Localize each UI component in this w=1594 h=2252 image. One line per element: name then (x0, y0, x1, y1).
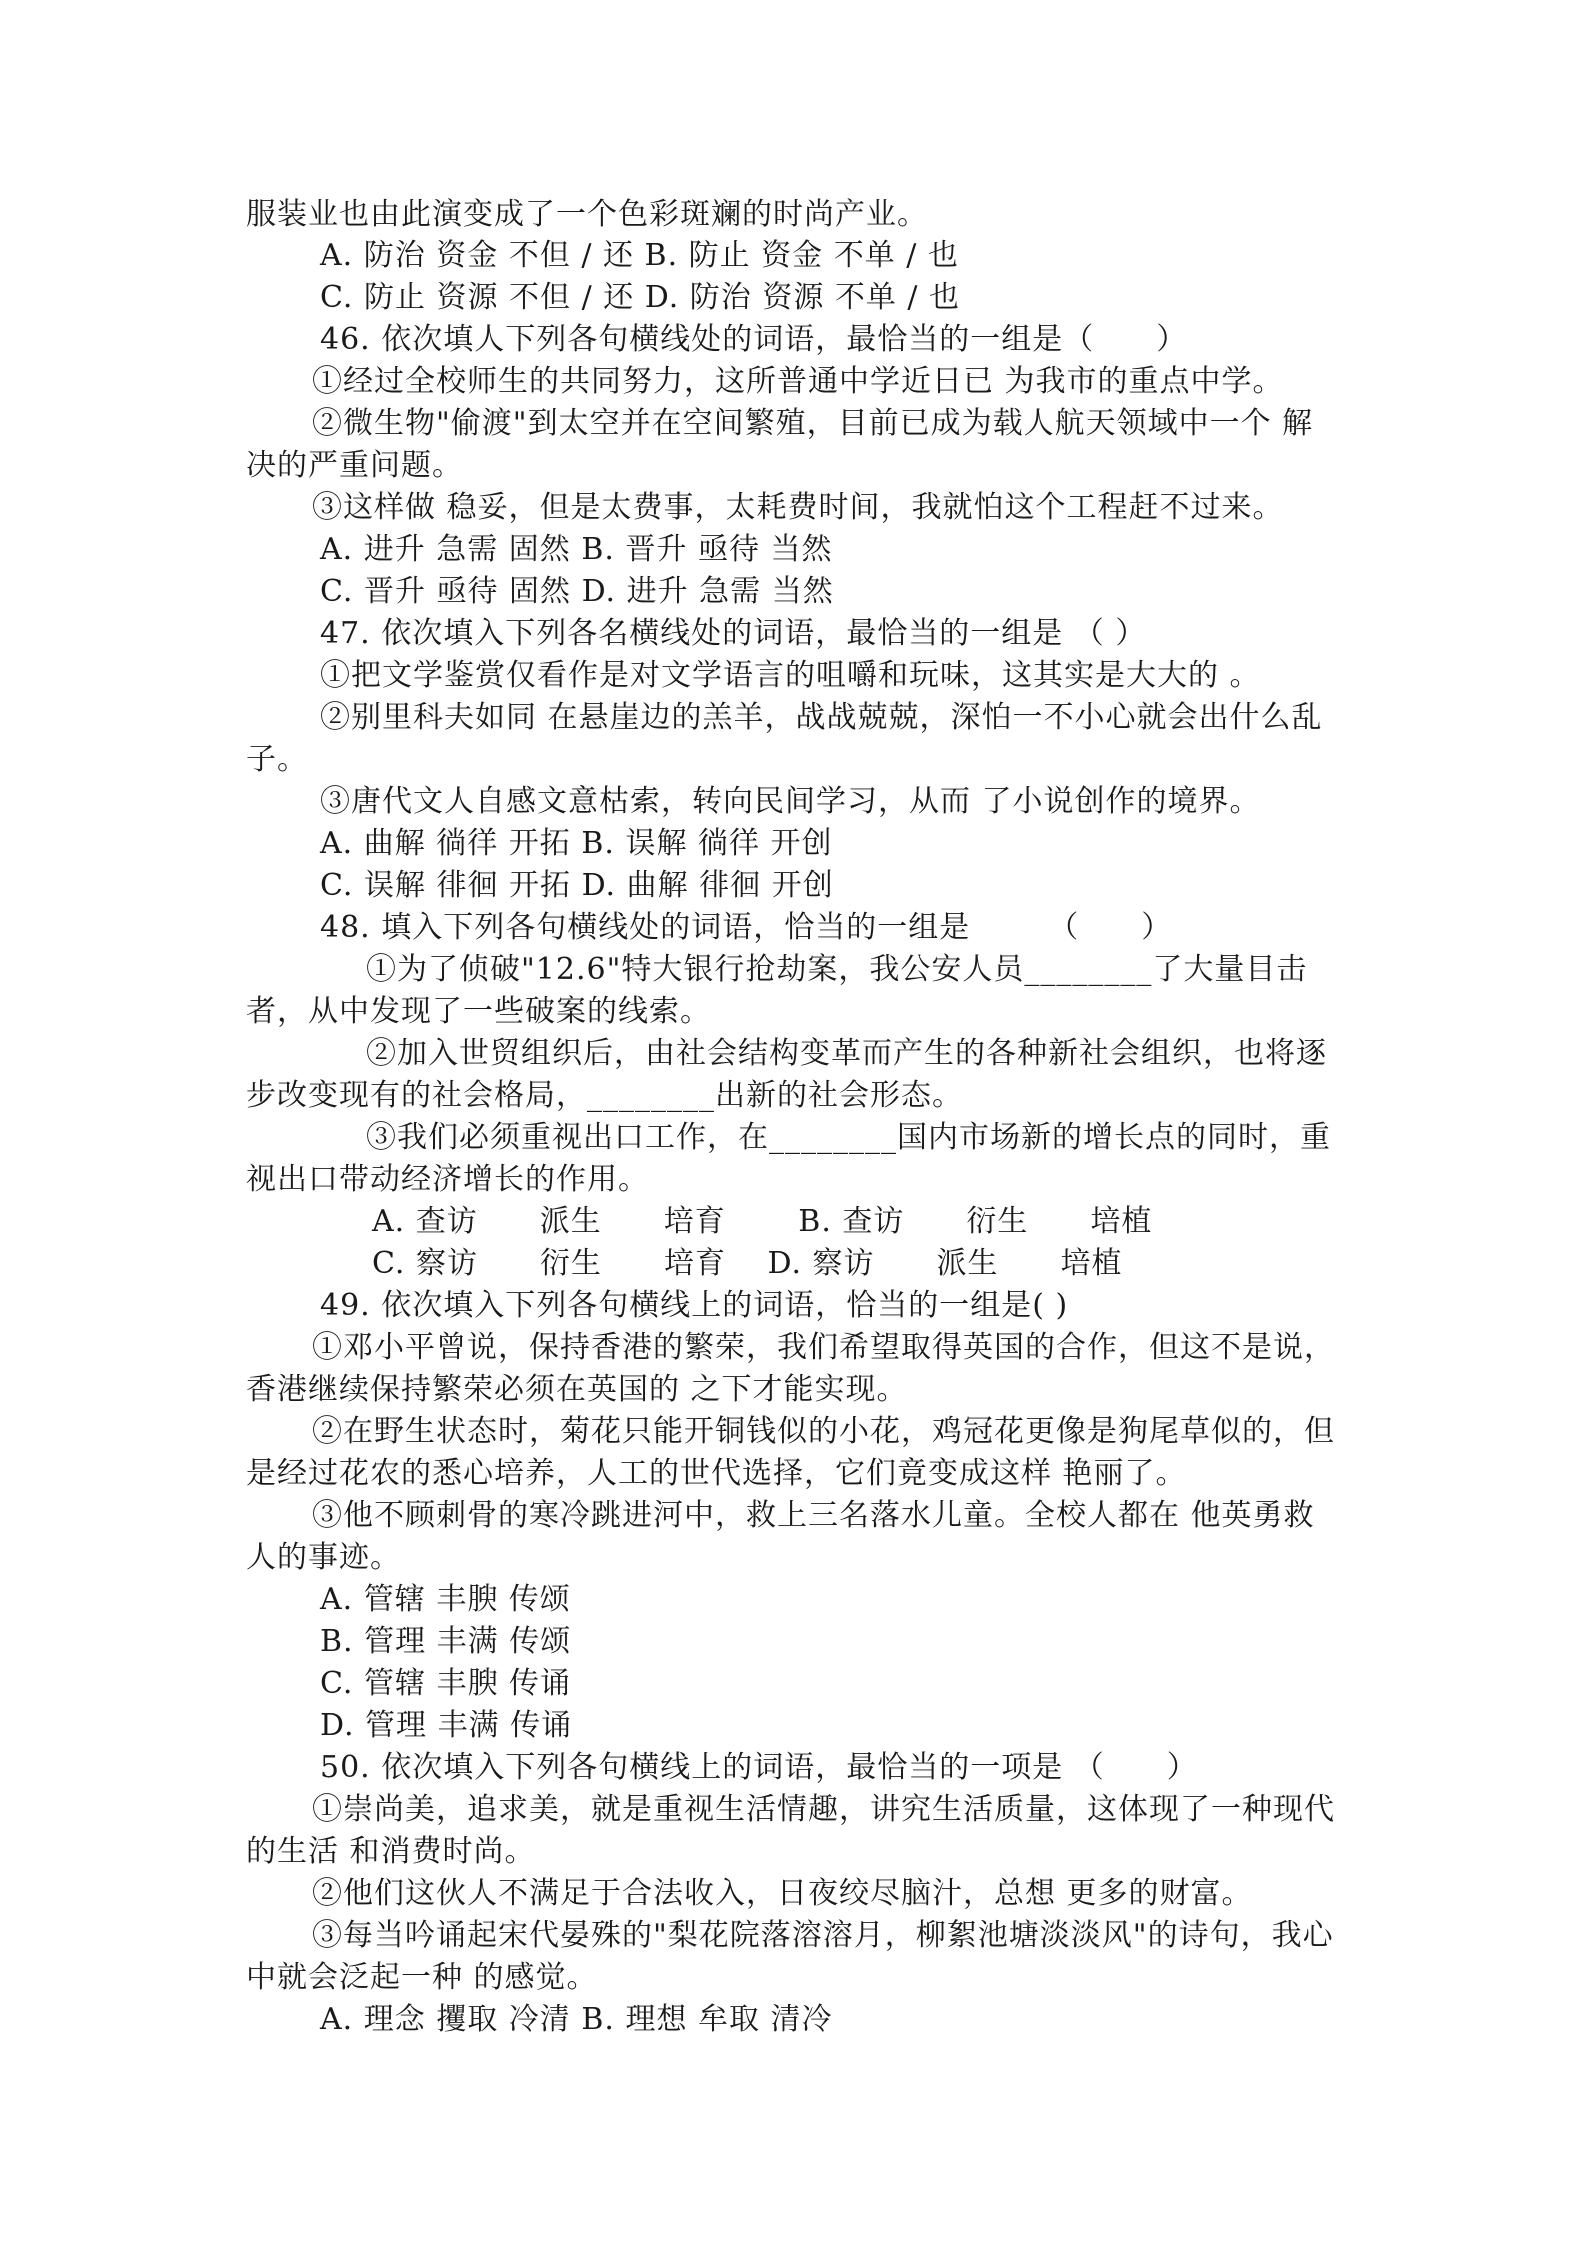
text-line: 是经过花农的悉心培养，人工的世代选择，它们竟变成这样 艳丽了。 (246, 1456, 1187, 1491)
text-line: ②别里科夫如同 在悬崖边的羔羊，战战兢兢，深怕一不小心就会出什么乱 (320, 700, 1323, 735)
text-line: ③他不顾刺骨的寒冷跳进河中，救上三名落水儿童。全校人都在 他英勇救 (312, 1498, 1315, 1533)
text-line: ①为了侦破"12.6"特大银行抢劫案，我公安人员________了大量目击 (366, 952, 1308, 987)
option-line: A. 查访 派生 培育 B. 查访 衍生 培植 (372, 1204, 1153, 1239)
text-line: ①邓小平曾说，保持香港的繁荣，我们希望取得英国的合作，但这不是说， (312, 1330, 1335, 1365)
question-heading: 49. 依次填入下列各句横线上的词语，恰当的一组是( ) (320, 1288, 1069, 1323)
option-line: C. 管辖 丰腴 传诵 (320, 1666, 572, 1701)
text-line: 服装业也由此演变成了一个色彩斑斓的时尚产业。 (246, 197, 928, 232)
text-line: ①崇尚美，追求美，就是重视生活情趣，讲究生活质量，这体现了一种现代 (312, 1792, 1335, 1827)
text-line: 中就会泛起一种 的感觉。 (246, 1960, 598, 1995)
question-heading: 46. 依次填人下列各句横线处的词语，最恰当的一组是（ ） (320, 322, 1188, 357)
text-line: 者，从中发现了一些破案的线索。 (246, 994, 711, 1029)
text-line: 的生活 和消费时尚。 (246, 1834, 536, 1869)
text-line: ③每当吟诵起宋代晏殊的"梨花院落溶溶月，柳絮池塘淡淡风"的诗句，我心 (312, 1918, 1334, 1953)
text-line: ①经过全校师生的共同努力，这所普通中学近日已 为我市的重点中学。 (312, 364, 1284, 399)
text-line: A. 防治 资金 不但 / 还 B. 防止 资金 不单 / 也 (320, 238, 959, 273)
option-line: D. 管理 丰满 传诵 (320, 1708, 573, 1743)
option-line: B. 管理 丰满 传颂 (320, 1624, 572, 1659)
text-line: ①把文学鉴赏仅看作是对文学语言的咀嚼和玩味，这其实是大大的 。 (320, 658, 1261, 693)
text-line: ③唐代文人自感文意枯索，转向民间学习，从而 了小说创作的境界。 (320, 784, 1261, 819)
text-line: ③我们必须重视出口工作，在________国内市场新的增长点的同时，重 (366, 1120, 1331, 1155)
text-line: ②他们这伙人不满足于合法收入，日夜绞尽脑汁，总想 更多的财富。 (312, 1876, 1253, 1911)
option-line: C. 察访 衍生 培育 D. 察访 派生 培植 (372, 1246, 1123, 1281)
question-heading: 50. 依次填入下列各句横线上的词语，最恰当的一项是 （ ） (320, 1750, 1198, 1785)
text-line: ②在野生状态时，菊花只能开铜钱似的小花，鸡冠花更像是狗尾草似的，但 (312, 1414, 1335, 1449)
option-line: A. 进升 急需 固然 B. 晋升 亟待 当然 (320, 532, 833, 567)
text-line: C. 防止 资源 不但 / 还 D. 防治 资源 不单 / 也 (320, 280, 961, 315)
option-line: A. 管辖 丰腴 传颂 (320, 1582, 571, 1617)
text-line: 子。 (246, 742, 308, 777)
option-line: A. 理念 攫取 冷清 B. 理想 牟取 清冷 (320, 2002, 833, 2037)
text-line: 步改变现有的社会格局，________出新的社会形态。 (246, 1078, 963, 1113)
option-line: A. 曲解 徜徉 开拓 B. 误解 徜徉 开创 (320, 826, 833, 861)
text-line: 视出口带动经济增长的作用。 (246, 1162, 649, 1197)
text-line: ②加入世贸组织后，由社会结构变革而产生的各种新社会组织，也将逐 (366, 1036, 1327, 1071)
text-line: 决的严重问题。 (246, 448, 463, 483)
option-line: C. 晋升 亟待 固然 D. 进升 急需 当然 (320, 574, 834, 609)
text-line: ②微生物"偷渡"到太空并在空间繁殖，目前已成为载人航天领域中一个 解 (312, 406, 1314, 441)
text-line: ③这样做 稳妥，但是太费事，太耗费时间，我就怕这个工程赶不过来。 (312, 490, 1284, 525)
option-line: C. 误解 徘徊 开拓 D. 曲解 徘徊 开创 (320, 868, 834, 903)
text-line: 人的事迹。 (246, 1540, 401, 1575)
question-heading: 47. 依次填入下列各名横线处的词语，最恰当的一组是 （ ） (320, 616, 1147, 651)
question-heading: 48. 填入下列各句横线处的词语，恰当的一组是 （ ） (320, 910, 1173, 945)
text-line: 香港继续保持繁荣必须在英国的 之下才能实现。 (246, 1372, 908, 1407)
